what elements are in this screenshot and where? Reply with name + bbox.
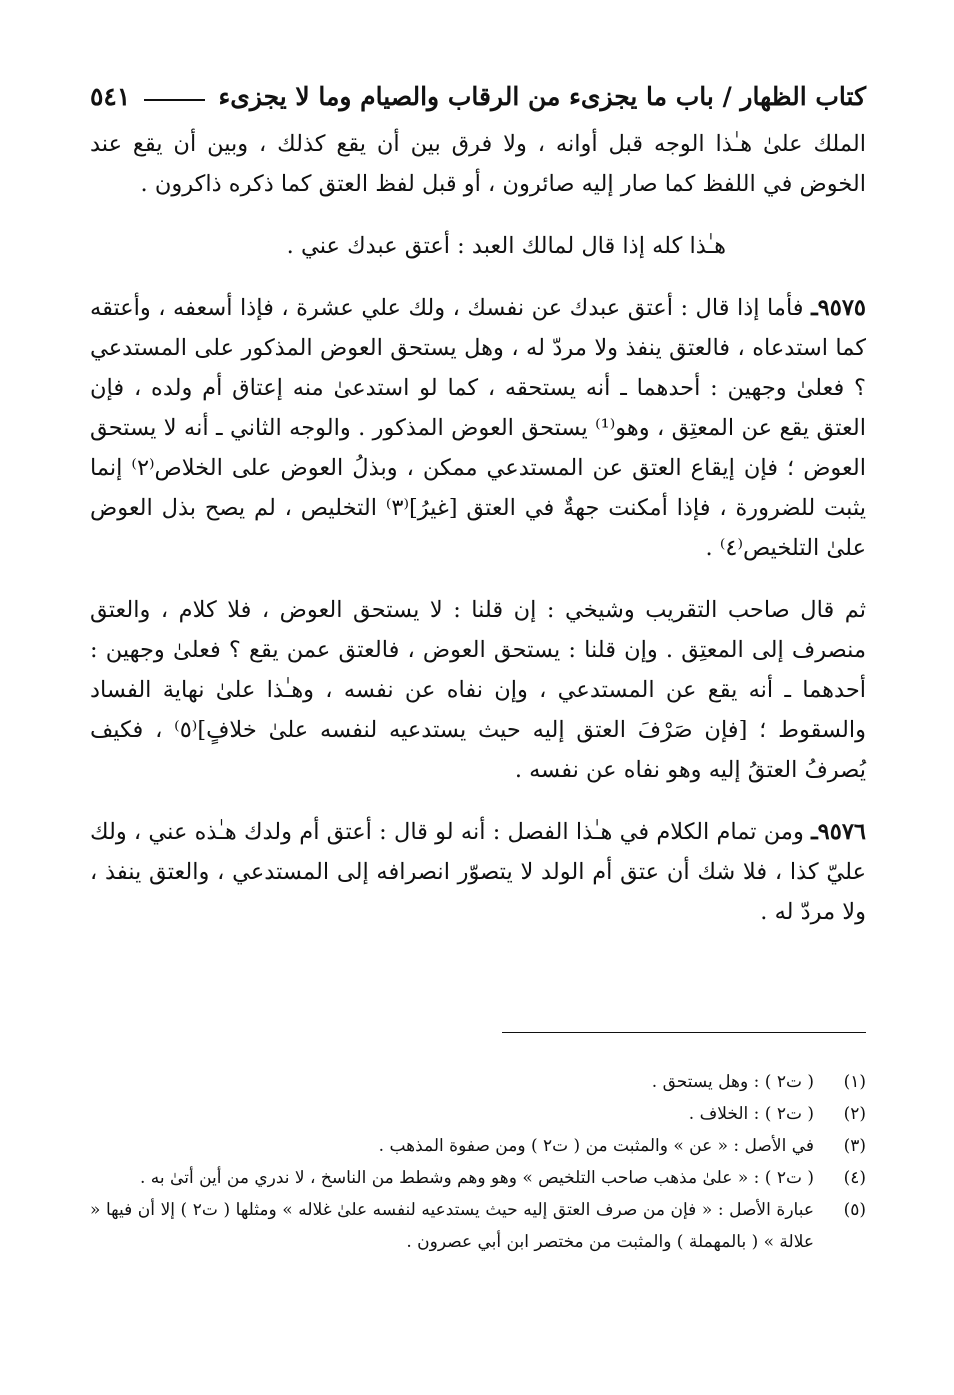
footnote-separator: [502, 1032, 866, 1033]
paragraph-text: الملك علىٰ هـٰذا الوجه قبل أوانه ، ولا فرق بين أن يقع كذلك ، وبين أن يقع عند الخوض في اللفظ كما صار إليه صائرون ، أو قبل لفظ العتق كما ذكره ذاكرون .: [90, 131, 866, 197]
paragraph: [90, 590, 866, 790]
paragraph-number: ٩٥٧٦ـ: [811, 819, 866, 845]
footnote-number: (٣): [843, 1136, 866, 1156]
paragraph-number: ٩٥٧٥ـ: [811, 295, 866, 321]
footnote-number: (١): [843, 1072, 866, 1092]
paragraph-text: ومن تمام الكلام في هـٰذا الفصل : أنه لو قال : أعتق أم ولدك هـٰذه عني ، ولك عليّ كذا ، فلا شك أن عتق أم الولد لا يتصوّر انصرافه إلى المستدعي ، والعتق ينفذ ، ولا مردّ له .: [90, 819, 866, 925]
paragraph-text: ثم قال صاحب التقريب وشيخي : إن قلنا : لا يستحق العوض ، فلا كلام ، والعتق منصرف إلى المعتِق . وإن قلنا : يستحق العوض ، فالعتق عمن يقع ؟ فعلىٰ وجهين : أحدهما ـ أنه يقع عن المستدعي ، وإن نفاه عن نفسه ، وهـٰذا علىٰ نهاية الفساد والسقوط ؛ [فإن صَرْفَ العتق إليه حيث يستدعيه لنفسه علىٰ خلافٍ]⁽٥⁾ ، فكيف يُصرفُ العتقُ إليه وهو نفاه عن نفسه .: [90, 597, 866, 783]
footnote-text: ( ت٢ ) : وهل يستحق .: [651, 1072, 814, 1092]
footnote: [90, 1194, 866, 1258]
header-rule: [144, 99, 204, 101]
footnote-text: ( ت٢ ) : « علىٰ مذهب صاحب التلخيص » وهو وهم وشطط من الناسخ ، لا ندري من أين أتىٰ به .: [140, 1168, 814, 1188]
page-number: ٥٤١: [90, 81, 131, 111]
main-text: [90, 124, 866, 932]
header-title: كتاب الظهار / باب ما يجزىء من الرقاب والصيام وما لا يجزىء: [218, 81, 866, 111]
footnote-text: عبارة الأصل : « فإن من صرف العتق إليه حيث يستدعيه لنفسه علىٰ غلاله » ومثلها ( ت٢ ) إلا أن فيها « علالة » ( بالمهملة ) والمثبت من مختصر ابن أبي عصرون .: [90, 1200, 814, 1252]
footnote-number: (٤): [843, 1168, 866, 1188]
footnote: [90, 1130, 866, 1162]
footnote-number: (٥): [843, 1200, 866, 1220]
paragraph: [90, 812, 866, 932]
paragraph: [90, 288, 866, 568]
running-header: [90, 74, 866, 118]
paragraph-text: فأما إذا قال : أعتق عبدك عن نفسك ، ولك علي عشرة ، فإذا أسعفه ، وأعتقه كما استدعاه ، فالعتق ينفذ ولا مردّ له ، وهل يستحق العوض المذكور على المستدعي ؟ فعلىٰ وجهين : أحدهما ـ أنه يستحقه ، كما لو استدعىٰ منه إعتاق أم ولده ، فإن العتق يقع عن المعتِق ، وهو⁽¹⁾ يستحق العوض المذكور . والوجه الثاني ـ أنه لا يستحق العوض ؛ فإن إيقاع العتق عن المستدعي ممكن ، وبذلُ العوض على الخلاص⁽٢⁾ إنما يثبت للضرورة ، فإذا أمكنت جهةٌ في العتق [غيرُ]⁽٣⁾ التخليص ، لم يصح بذل العوض علىٰ التلخيص⁽٤⁾ .: [90, 295, 866, 561]
footnote-text: في الأصل : « عن » والمثبت من ( ت٢ ) ومن صفوة المذهب .: [378, 1136, 814, 1156]
footnotes: [90, 1066, 866, 1258]
paragraph: [90, 124, 866, 204]
paragraph: [90, 226, 866, 266]
footnote: [90, 1098, 866, 1130]
footnote: [90, 1162, 866, 1194]
footnote-text: ( ت٢ ) : الخلاف .: [688, 1104, 814, 1124]
footnote: [90, 1066, 866, 1098]
footnote-number: (٢): [843, 1104, 866, 1124]
paragraph-text: هـٰذا كله إذا قال لمالك العبد : أعتق عبدك عني .: [286, 233, 726, 259]
